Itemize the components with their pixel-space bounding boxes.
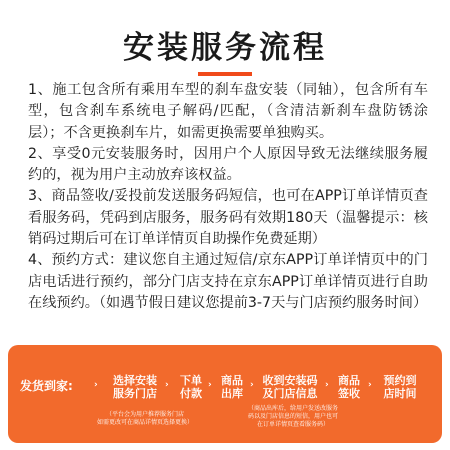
process-flow-panel: [8, 345, 442, 443]
flow-step-shipped: 商品 出库: [221, 374, 243, 400]
service-item-3: 3、商品签收/妥投前发送服务码短信，也可在APP订单详情页查看服务码，凭码到店服务，服务码有效期180天（温馨提示：核销码过期后可在订单详情页自助操作免费延期）: [28, 188, 428, 248]
arrow-icon: ›: [325, 380, 329, 390]
flow-step-pay: 下单 付款: [180, 374, 202, 400]
arrow-icon: ›: [208, 380, 212, 390]
flow-step-select-store: 选择安装 服务门店: [113, 374, 157, 400]
flow-step-book-time: 预约到 店时间: [383, 374, 417, 400]
flow-step-signed: 商品 签收: [338, 374, 360, 400]
service-item-2: 2、享受0元安装服务时，因用户个人原因导致无法继续服务履约的，视为用户主动放弃该权益。: [28, 145, 428, 184]
service-description: [28, 80, 428, 314]
service-item-1: 1、施工包含所有乘用车型的刹车盘安装（同轴），包含所有车型，包含刹车系统电子解码/匹配，（含清洁新刹车盘防锈涂层）；不含更换刹车片，如需更换需要单独购买。: [28, 82, 428, 141]
flow-step-receive-code: 收到安装码 及门店信息: [262, 374, 318, 400]
page-title: 安装服务流程: [123, 30, 327, 66]
arrow-icon: ›: [165, 380, 169, 390]
title-underline: [198, 72, 252, 76]
store-selection-note: （平台会为用户推荐服务门店 如需更改可在商品详情页选择更换）: [96, 411, 193, 426]
flow-start-label: 发货到家:: [20, 379, 73, 393]
arrow-icon: ›: [368, 380, 372, 390]
arrow-icon: ›: [94, 380, 98, 390]
arrow-icon: ›: [250, 380, 254, 390]
service-item-4: 4、预约方式：建议您自主通过短信/京东APP订单详情页中的门店电话进行预约，部分门店支持在京东APP订单详情页进行自助在线预约。（如遇节假日建议您提前3-7天与门店预约服务时间）: [28, 252, 428, 311]
service-code-note: （商品出库后，给用户发送改服务 码以及门店信息的短信，用户也可 在订单详情页查看服务码）: [247, 405, 338, 428]
process-flow: [8, 345, 442, 443]
